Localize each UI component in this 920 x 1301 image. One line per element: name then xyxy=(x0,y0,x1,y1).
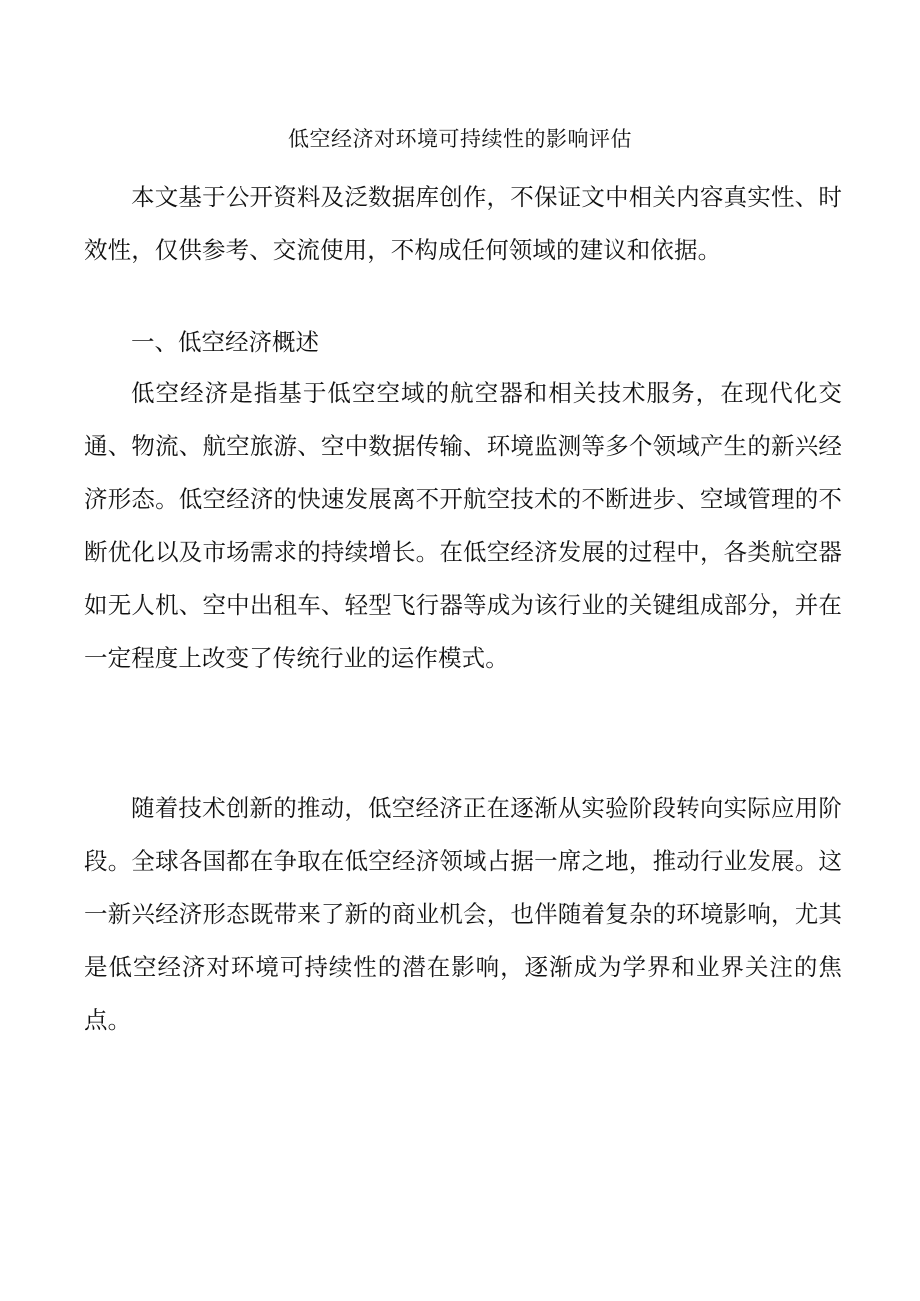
disclaimer-paragraph: 本文基于公开资料及泛数据库创作，不保证文中相关内容真实性、时效性，仅供参考、交流使用，不构成任何领域的建议和依据。 xyxy=(84,183,842,264)
section-heading: 一、低空经济概述 xyxy=(131,328,319,356)
body-paragraph: 随着技术创新的推动，低空经济正在逐渐从实验阶段转向实际应用阶段。全球各国都在争取在低空经济领域占据一席之地，推动行业发展。这一新兴经济形态既带来了新的商业机会，也伴随着复杂的环境影响，尤其是低空经济对环境可持续性的潜在影响，逐渐成为学界和业界关注的焦点。 xyxy=(84,794,842,1034)
body-paragraph: 低空经济是指基于低空空域的航空器和相关技术服务，在现代化交通、物流、航空旅游、空中数据传输、环境监测等多个领域产生的新兴经济形态。低空经济的快速发展离不开航空技术的不断进步、空域管理的不断优化以及市场需求的持续增长。在低空经济发展的过程中，各类航空器如无人机、空中出租车、轻型飞行器等成为该行业的关键组成部分，并在一定程度上改变了传统行业的运作模式。 xyxy=(84,379,842,672)
document-title: 低空经济对环境可持续性的影响评估 xyxy=(288,127,632,151)
